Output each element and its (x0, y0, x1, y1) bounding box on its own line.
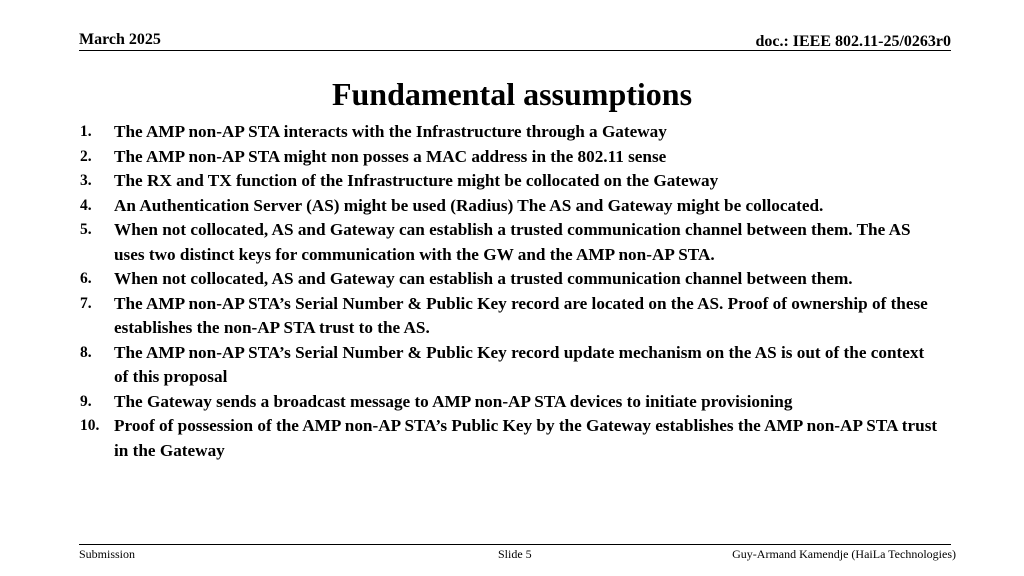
list-item-text: The RX and TX function of the Infrastructure might be collocated on the Gateway (114, 171, 719, 190)
list-item (80, 414, 940, 463)
list-item-text: The Gateway sends a broadcast message to AMP non-AP STA devices to initiate provisioning (114, 391, 793, 411)
list-item-number: 5. (80, 221, 92, 238)
list-item-text: An Authentication Server (AS) might be used (Radius) The AS and Gateway might be collocated. (114, 195, 824, 215)
list-item (80, 341, 940, 390)
header-date: March 2025 (79, 31, 161, 48)
list-item (80, 169, 940, 194)
list-item-number: 7. (80, 294, 92, 312)
list-item-text: The AMP non-AP STA’s Serial Number & Public Key record update mechanism on the AS is out of the context of this proposal (114, 342, 925, 386)
list-item-number: 4. (80, 196, 92, 214)
list-item-number: 2. (80, 147, 92, 165)
list-item-number: 8. (80, 343, 92, 361)
slide-title: Fundamental assumptions (331, 76, 693, 112)
list-item (80, 145, 940, 170)
list-item-text: The AMP non-AP STA’s Serial Number & Public Key record are located on the AS. Proof of ownership of these establishes the non-AP STA trust to the AS. (114, 293, 928, 337)
list-item (80, 390, 940, 415)
list-item-text: When not collocated, AS and Gateway can establish a trusted communication channel between them. The AS uses two distinct keys for communication with the GW and the AMP non-AP STA. (114, 220, 911, 264)
list-item-text: Proof of possession of the AMP non-AP STA’s Public Key by the Gateway establishes the AMP non-AP STA trust in the Gateway (114, 416, 938, 460)
list-item-number: 9. (80, 392, 92, 410)
list-item (80, 194, 940, 219)
assumptions-list (80, 120, 940, 463)
list-item-number: 3. (80, 172, 92, 189)
footer-slide-number: Slide 5 (498, 547, 532, 561)
list-item-number: 10. (80, 417, 100, 434)
footer-divider (79, 544, 951, 545)
list-item (80, 120, 940, 145)
footer-author: Guy-Armand Kamendje (HaiLa Technologies) (732, 547, 956, 561)
list-item-text: When not collocated, AS and Gateway can establish a trusted communication channel between them. (114, 269, 853, 288)
list-item (80, 292, 940, 341)
header-divider (79, 50, 951, 51)
list-item-text: The AMP non-AP STA might non posses a MAC address in the 802.11 sense (114, 146, 667, 166)
list-item (80, 267, 940, 292)
list-item (80, 218, 940, 267)
list-item-number: 6. (80, 270, 92, 287)
header-doc-id: doc.: IEEE 802.11-25/0263r0 (755, 33, 951, 50)
list-item-text: The AMP non-AP STA interacts with the Infrastructure through a Gateway (114, 122, 667, 141)
footer-submission: Submission (79, 547, 136, 561)
list-item-number: 1. (80, 123, 92, 140)
